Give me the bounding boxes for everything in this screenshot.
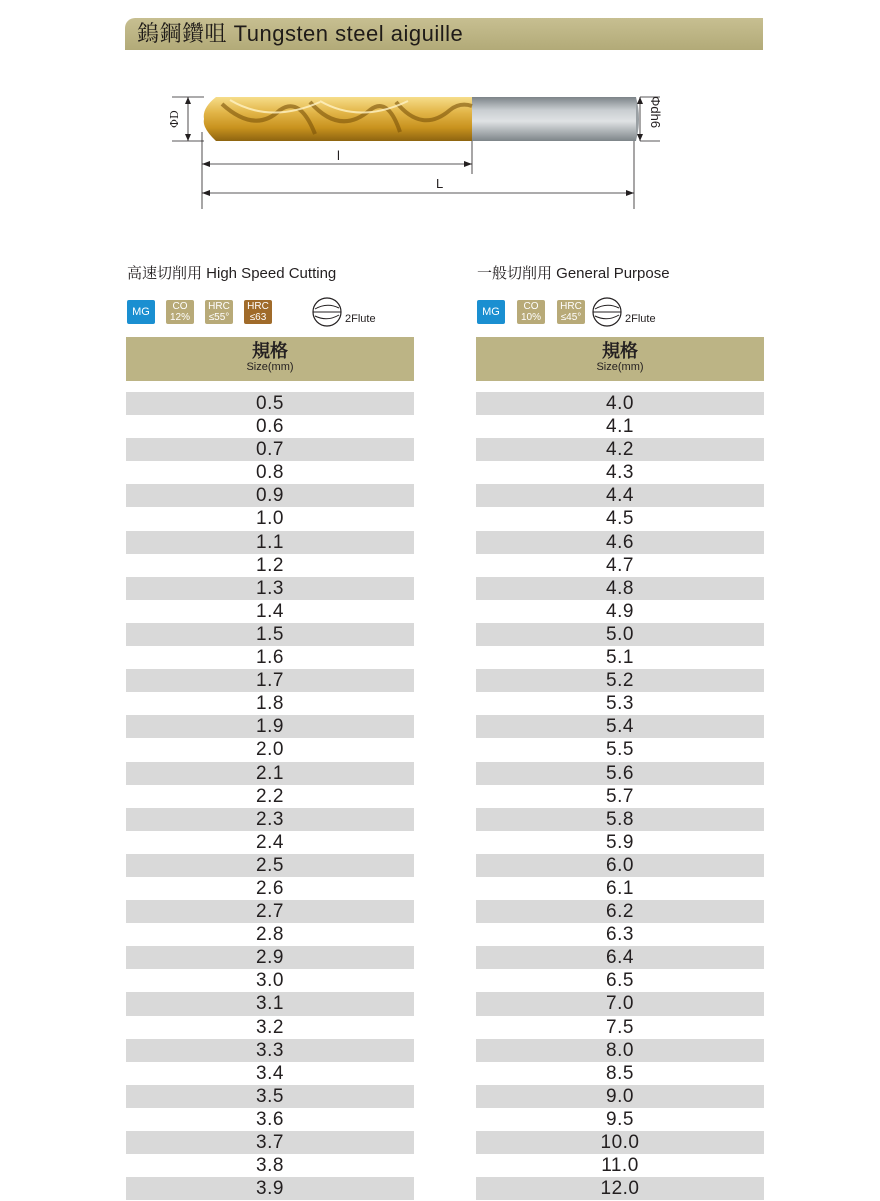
table-row: 5.0 (476, 623, 764, 646)
table-row: 4.8 (476, 577, 764, 600)
table-row: 3.1 (126, 992, 414, 1015)
general-purpose-title: 一般切削用 General Purpose (477, 265, 670, 282)
table-row: 3.2 (256, 1016, 284, 1038)
table-row: 0.7 (126, 438, 414, 461)
table-row: 0.8 (256, 462, 284, 484)
table-row: 9.5 (606, 1108, 634, 1130)
drill-shank (470, 97, 636, 141)
table-row: 0.6 (256, 416, 284, 438)
general-purpose-badges (477, 296, 757, 326)
table-row: 4.1 (606, 416, 634, 438)
table-row: 7.5 (606, 1016, 634, 1038)
table-row: 1.2 (256, 554, 284, 576)
table-header (126, 337, 414, 381)
hrc-55-bottom: ≤55° (208, 312, 230, 323)
table-row: 1.3 (126, 577, 414, 600)
table-row: 6.2 (476, 900, 764, 923)
co-badge (517, 300, 545, 324)
table-row: 3.4 (256, 1062, 284, 1084)
table-row: 5.5 (606, 739, 634, 761)
hrc-63-bottom: ≤63 (249, 312, 267, 323)
table-row: 4.6 (476, 531, 764, 554)
high-speed-size-table (126, 337, 414, 1200)
dim-dh6-label: Φdh6 (648, 96, 663, 129)
table-row: 3.0 (256, 970, 284, 992)
table-row: 5.9 (606, 831, 634, 853)
table-row: 1.4 (256, 600, 284, 622)
table-row: 4.2 (476, 438, 764, 461)
table-header-label: 規格 (252, 341, 288, 361)
table-row: 4.9 (606, 600, 634, 622)
co-badge-top: CO (172, 301, 188, 312)
table-row: 0.5 (126, 392, 414, 415)
table-row: 9.0 (476, 1085, 764, 1108)
hrc-45-top: HRC (560, 301, 582, 312)
page-title: 鎢鋼鑽咀 Tungsten steel aiguille (137, 21, 464, 46)
table-row: 7.0 (476, 992, 764, 1015)
table-row: 1.0 (256, 508, 284, 530)
two-flute-icon (311, 296, 345, 328)
dim-big-l-label: L (436, 176, 444, 191)
table-row: 5.2 (476, 669, 764, 692)
hrc-63-top: HRC (247, 301, 269, 312)
flute-label: 2Flute (345, 313, 376, 325)
mg-badge: MG (127, 300, 155, 324)
table-row: 3.3 (126, 1039, 414, 1062)
table-row: 6.0 (476, 854, 764, 877)
table-row: 3.5 (126, 1085, 414, 1108)
size-rows (126, 392, 414, 1200)
table-row: 5.3 (606, 693, 634, 715)
table-row: 5.7 (606, 785, 634, 807)
hrc-55-badge (205, 300, 233, 324)
table-row: 8.0 (476, 1039, 764, 1062)
table-row: 4.0 (476, 392, 764, 415)
header-bar (125, 18, 763, 50)
table-row: 8.5 (606, 1062, 634, 1084)
table-row: 1.8 (256, 693, 284, 715)
table-row: 1.9 (126, 715, 414, 738)
table-row: 0.9 (126, 484, 414, 507)
table-row: 6.5 (606, 970, 634, 992)
table-row: 2.7 (126, 900, 414, 923)
table-row: 3.8 (256, 1155, 284, 1177)
co-badge-bottom: 12% (169, 312, 190, 323)
table-header-label: 規格 (602, 341, 638, 361)
co-badge (166, 300, 194, 324)
table-row: 11.0 (601, 1155, 639, 1177)
table-row: 5.8 (476, 808, 764, 831)
table-row: 6.4 (476, 946, 764, 969)
table-row: 4.4 (476, 484, 764, 507)
co-badge-bottom: 10% (520, 312, 541, 323)
table-row: 2.5 (126, 854, 414, 877)
two-flute-indicator (591, 296, 671, 328)
drill-bit-drawing (160, 84, 680, 214)
table-row: 4.3 (606, 462, 634, 484)
dim-d-label: ΦD (168, 110, 181, 128)
table-row: 5.1 (606, 647, 634, 669)
table-row: 3.9 (126, 1177, 414, 1200)
table-row: 1.7 (126, 669, 414, 692)
mg-badge: MG (477, 300, 505, 324)
table-row: 4.5 (606, 508, 634, 530)
table-row: 2.9 (126, 946, 414, 969)
hrc-45-bottom: ≤45° (560, 312, 582, 323)
table-row: 5.4 (476, 715, 764, 738)
table-header-sublabel: Size(mm) (596, 361, 644, 373)
high-speed-cutting-title: 高速切削用 High Speed Cutting (127, 265, 337, 282)
table-row: 2.6 (256, 877, 284, 899)
table-row: 10.0 (476, 1131, 764, 1154)
table-row: 4.7 (606, 554, 634, 576)
table-row: 5.6 (476, 762, 764, 785)
size-rows (476, 392, 764, 1200)
table-row: 6.3 (606, 924, 634, 946)
general-purpose-size-table (476, 337, 764, 1200)
table-row: 1.5 (126, 623, 414, 646)
table-header (476, 337, 764, 381)
hrc-45-badge (557, 300, 585, 324)
table-row: 2.1 (126, 762, 414, 785)
flute-label: 2Flute (625, 313, 656, 325)
two-flute-icon (591, 296, 625, 328)
table-row: 3.7 (126, 1131, 414, 1154)
table-row: 2.0 (256, 739, 284, 761)
table-row: 6.1 (606, 877, 634, 899)
table-row: 2.2 (256, 785, 284, 807)
table-row: 2.3 (126, 808, 414, 831)
table-row: 12.0 (476, 1177, 764, 1200)
co-badge-top: CO (523, 301, 539, 312)
table-row: 1.1 (126, 531, 414, 554)
high-speed-badges (127, 296, 407, 326)
table-row: 1.6 (256, 647, 284, 669)
table-header-sublabel: Size(mm) (246, 361, 294, 373)
table-row: 2.4 (256, 831, 284, 853)
dim-l-label: l (337, 148, 340, 163)
table-row: 2.8 (256, 924, 284, 946)
table-row: 3.6 (256, 1108, 284, 1130)
hrc-63-badge (244, 300, 272, 324)
two-flute-indicator (311, 296, 391, 328)
hrc-55-top: HRC (208, 301, 230, 312)
